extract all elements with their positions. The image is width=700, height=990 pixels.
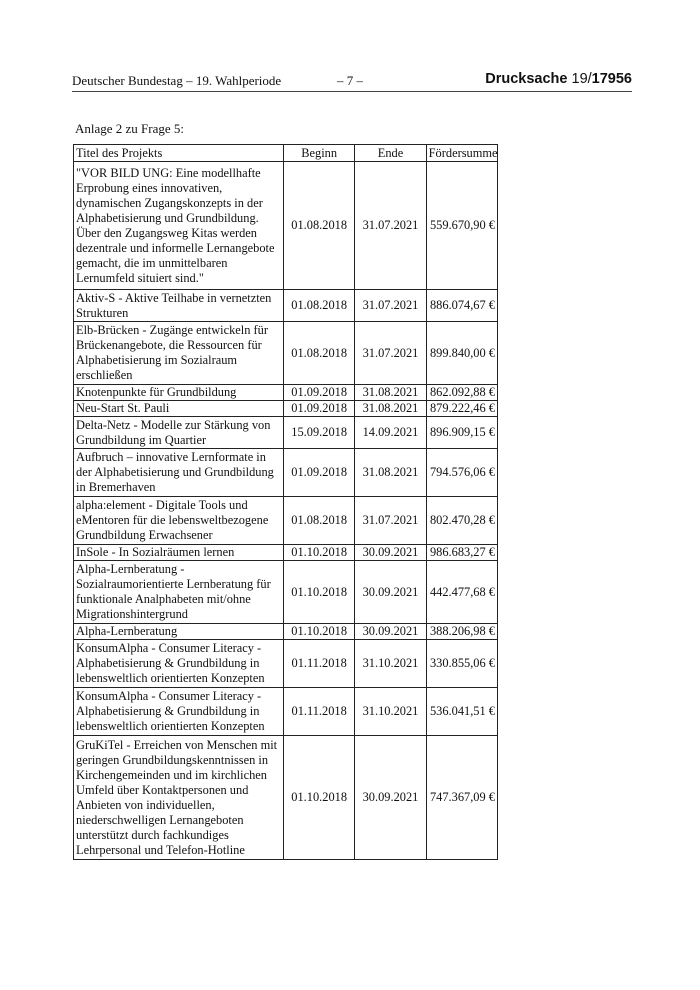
project-title: "VOR BILD UNG: Eine modellhafte Erprobung eines innovativen, dynamischen Zugangskonzepts in der Alphabetisierung und Grundbildung. Über den Zugangsweg Kitas werden dezentrale und informelle Lernangebote gemacht, die im unmittelbaren Lernumfeld situiert sind." bbox=[74, 162, 284, 290]
project-amount: 559.670,90 € bbox=[426, 162, 497, 290]
project-begin: 15.09.2018 bbox=[284, 417, 355, 449]
project-amount: 879.222,46 € bbox=[426, 401, 497, 417]
project-title: Aktiv-S - Aktive Teilhabe in vernetzten Strukturen bbox=[74, 290, 284, 322]
project-end: 31.07.2021 bbox=[355, 322, 426, 385]
table-row bbox=[74, 322, 498, 385]
project-begin: 01.10.2018 bbox=[284, 545, 355, 561]
project-amount: 747.367,09 € bbox=[426, 736, 497, 860]
project-amount: 802.470,28 € bbox=[426, 497, 497, 545]
page-number: – 7 – bbox=[337, 73, 363, 88]
project-begin: 01.11.2018 bbox=[284, 688, 355, 736]
project-title: Alpha-Lernberatung bbox=[74, 624, 284, 640]
project-amount: 899.840,00 € bbox=[426, 322, 497, 385]
page-header bbox=[72, 71, 632, 92]
table-row bbox=[74, 449, 498, 497]
column-header-end: Ende bbox=[355, 145, 426, 162]
project-title: KonsumAlpha - Consumer Literacy - Alphabetisierung & Grundbildung in lebensweltlich orientierten Konzepten bbox=[74, 640, 284, 688]
table-header-row bbox=[74, 145, 498, 162]
column-header-title: Titel des Projekts bbox=[74, 145, 284, 162]
project-title: InSole - In Sozialräumen lernen bbox=[74, 545, 284, 561]
column-header-begin: Beginn bbox=[284, 145, 355, 162]
project-amount: 862.092,88 € bbox=[426, 385, 497, 401]
project-table bbox=[73, 144, 498, 860]
column-header-amount: Fördersumme bbox=[426, 145, 497, 162]
project-amount: 536.041,51 € bbox=[426, 688, 497, 736]
project-end: 31.07.2021 bbox=[355, 162, 426, 290]
table-row bbox=[74, 162, 498, 290]
table-row bbox=[74, 640, 498, 688]
project-end: 14.09.2021 bbox=[355, 417, 426, 449]
project-end: 31.10.2021 bbox=[355, 688, 426, 736]
project-begin: 01.10.2018 bbox=[284, 561, 355, 624]
table-row bbox=[74, 290, 498, 322]
project-amount: 794.576,06 € bbox=[426, 449, 497, 497]
table-row bbox=[74, 401, 498, 417]
project-end: 31.08.2021 bbox=[355, 401, 426, 417]
table-row bbox=[74, 624, 498, 640]
table-row bbox=[74, 688, 498, 736]
project-title: Elb-Brücken - Zugänge entwickeln für Brückenangebote, die Ressourcen für Alphabetisierung im Sozialraum erschließen bbox=[74, 322, 284, 385]
table-row bbox=[74, 385, 498, 401]
project-begin: 01.09.2018 bbox=[284, 401, 355, 417]
project-end: 31.08.2021 bbox=[355, 385, 426, 401]
table-row bbox=[74, 545, 498, 561]
project-amount: 442.477,68 € bbox=[426, 561, 497, 624]
project-title: Delta-Netz - Modelle zur Stärkung von Grundbildung im Quartier bbox=[74, 417, 284, 449]
project-title: Neu-Start St. Pauli bbox=[74, 401, 284, 417]
project-amount: 896.909,15 € bbox=[426, 417, 497, 449]
table-row bbox=[74, 736, 498, 860]
project-amount: 330.855,06 € bbox=[426, 640, 497, 688]
document-number-prefix: Drucksache bbox=[485, 71, 568, 87]
table-row bbox=[74, 497, 498, 545]
project-amount: 986.683,27 € bbox=[426, 545, 497, 561]
project-title: Knotenpunkte für Grundbildung bbox=[74, 385, 284, 401]
table-row bbox=[74, 561, 498, 624]
project-begin: 01.11.2018 bbox=[284, 640, 355, 688]
project-title: GruKiTel - Erreichen von Menschen mit geringen Grundbildungskenntnissen in Kirchengemeinden und im kirchlichen Umfeld über Kontaktpersonen und Anbieten von individuellen, niederschwelligen Lernangeboten unterstützt durch fachkundiges Lehrpersonal und Telefon-Hotline bbox=[74, 736, 284, 860]
project-end: 30.09.2021 bbox=[355, 624, 426, 640]
project-end: 30.09.2021 bbox=[355, 545, 426, 561]
project-begin: 01.08.2018 bbox=[284, 322, 355, 385]
project-begin: 01.09.2018 bbox=[284, 385, 355, 401]
project-end: 30.09.2021 bbox=[355, 736, 426, 860]
project-end: 31.07.2021 bbox=[355, 290, 426, 322]
project-title: KonsumAlpha - Consumer Literacy - Alphabetisierung & Grundbildung in lebensweltlich orientierten Konzepten bbox=[74, 688, 284, 736]
project-begin: 01.08.2018 bbox=[284, 497, 355, 545]
project-end: 31.08.2021 bbox=[355, 449, 426, 497]
document-number bbox=[485, 71, 632, 87]
header-publication: Deutscher Bundestag – 19. Wahlperiode bbox=[72, 73, 282, 88]
project-amount: 886.074,67 € bbox=[426, 290, 497, 322]
table-row bbox=[74, 417, 498, 449]
project-begin: 01.08.2018 bbox=[284, 290, 355, 322]
table-caption: Anlage 2 zu Frage 5: bbox=[75, 121, 185, 136]
project-begin: 01.09.2018 bbox=[284, 449, 355, 497]
document-number-plain: 19/ bbox=[571, 71, 592, 87]
project-title: alpha:element - Digitale Tools und eMentoren für die lebensweltbezogene Grundbildung Erwachsener bbox=[74, 497, 284, 545]
project-end: 31.07.2021 bbox=[355, 497, 426, 545]
project-end: 31.10.2021 bbox=[355, 640, 426, 688]
project-title: Alpha-Lernberatung - Sozialraumorientierte Lernberatung für funktionale Analphabeten mit/ohne Migrationshintergrund bbox=[74, 561, 284, 624]
project-amount: 388.206,98 € bbox=[426, 624, 497, 640]
project-title: Aufbruch – innovative Lernformate in der Alphabetisierung und Grundbildung in Bremerhaven bbox=[74, 449, 284, 497]
project-begin: 01.08.2018 bbox=[284, 162, 355, 290]
project-end: 30.09.2021 bbox=[355, 561, 426, 624]
project-begin: 01.10.2018 bbox=[284, 624, 355, 640]
project-begin: 01.10.2018 bbox=[284, 736, 355, 860]
document-number-bold: 17956 bbox=[591, 71, 632, 87]
